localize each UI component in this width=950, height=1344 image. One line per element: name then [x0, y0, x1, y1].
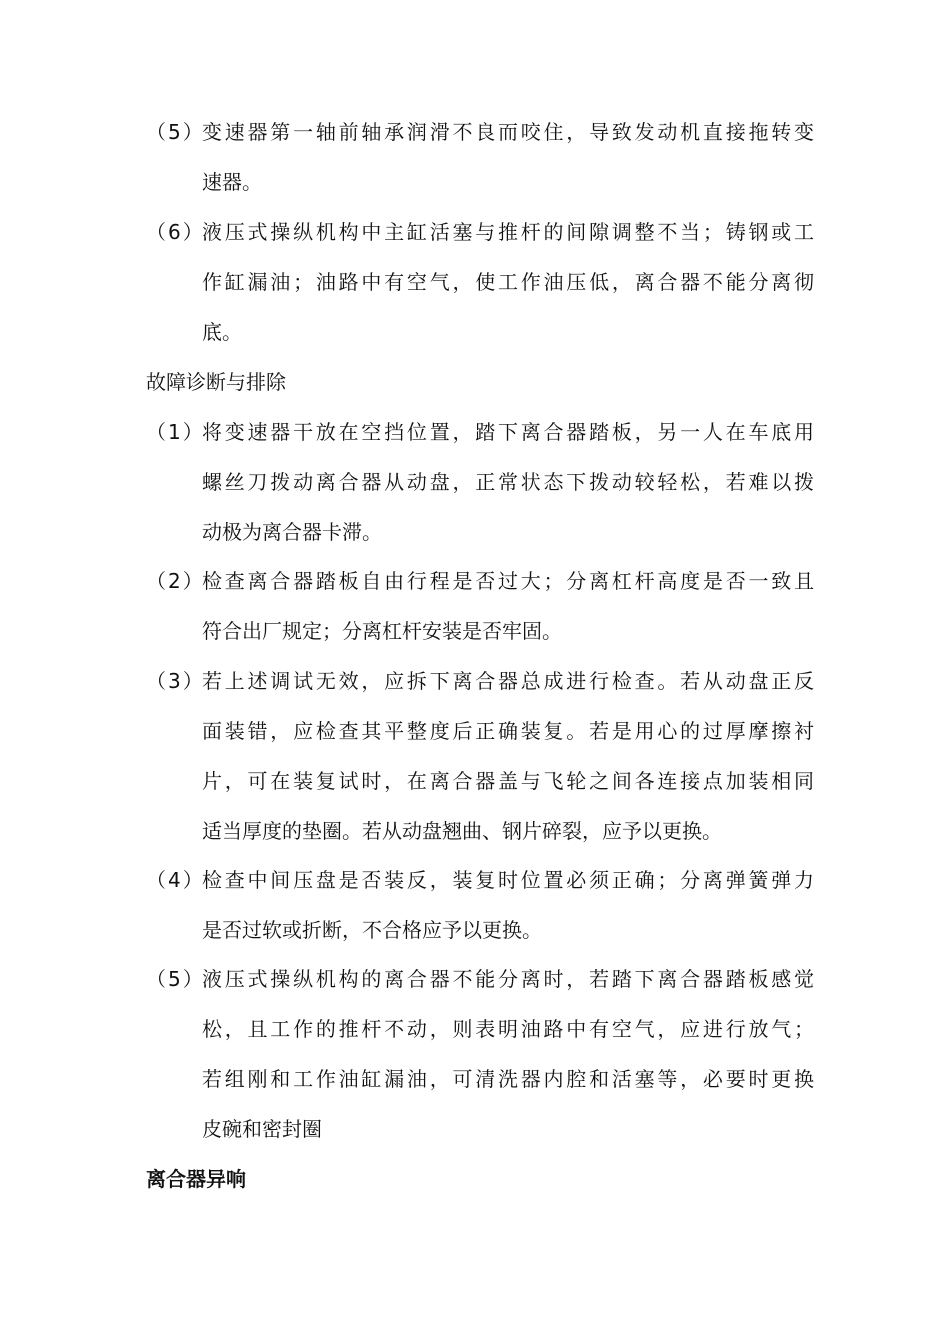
list-item-line: 若组刚和工作油缸漏油，可清洗器内腔和活塞等，必要时更换	[202, 1067, 814, 1091]
list-item-number: （5）	[146, 967, 205, 991]
list-item-line: 是否过软或折断，不合格应予以更换。	[202, 918, 542, 942]
list-item-line: 面装错，应检查其平整度后正确装复。若是用心的过厚摩擦衬	[202, 719, 814, 743]
list-item-line: 松，且工作的推杆不动，则表明油路中有空气，应进行放气；	[202, 1017, 814, 1041]
list-item-line: 适当厚度的垫圈。若从动盘翘曲、钢片碎裂，应予以更换。	[202, 819, 722, 843]
list-item-line: 作缸漏油；油路中有空气，使工作油压低，离合器不能分离彻	[202, 270, 814, 294]
list-item-line: 底。	[202, 320, 242, 344]
list-item-line: 片，可在装复试时，在离合器盖与飞轮之间各连接点加装相同	[202, 769, 814, 793]
list-item-line: 检查离合器踏板自由行程是否过大；分离杠杆高度是否一致且	[202, 569, 814, 593]
list-item-line: 符合出厂规定；分离杠杆安装是否牢固。	[202, 619, 562, 643]
list-item-line: 液压式操纵机构的离合器不能分离时，若踏下离合器踏板感觉	[202, 967, 814, 991]
list-item-line: 速器。	[202, 170, 262, 194]
list-item-line: 将变速器干放在空挡位置，踏下离合器踏板，另一人在车底用	[202, 420, 814, 444]
list-item-line: 螺丝刀拨动离合器从动盘，正常状态下拨动较轻松，若难以拨	[202, 470, 814, 494]
section-heading-diagnosis: 故障诊断与排除	[146, 370, 286, 394]
list-item-number: （2）	[146, 569, 205, 593]
section-heading-noise: 离合器异响	[146, 1167, 246, 1191]
list-item-line: 动极为离合器卡滞。	[202, 520, 382, 544]
list-item-line: 变速器第一轴前轴承润滑不良而咬住，导致发动机直接拖转变	[202, 120, 814, 144]
list-item-number: （4）	[146, 868, 205, 892]
list-item-number: （1）	[146, 420, 205, 444]
list-item-number: （6）	[146, 220, 205, 244]
list-item-number: （3）	[146, 669, 205, 693]
list-item-number: （5）	[146, 120, 205, 144]
list-item-line: 检查中间压盘是否装反，装复时位置必须正确；分离弹簧弹力	[202, 868, 814, 892]
list-item-line: 液压式操纵机构中主缸活塞与推杆的间隙调整不当；铸钢或工	[202, 220, 814, 244]
list-item-line: 皮碗和密封圈	[202, 1117, 322, 1141]
list-item-line: 若上述调试无效，应拆下离合器总成进行检查。若从动盘正反	[202, 669, 814, 693]
